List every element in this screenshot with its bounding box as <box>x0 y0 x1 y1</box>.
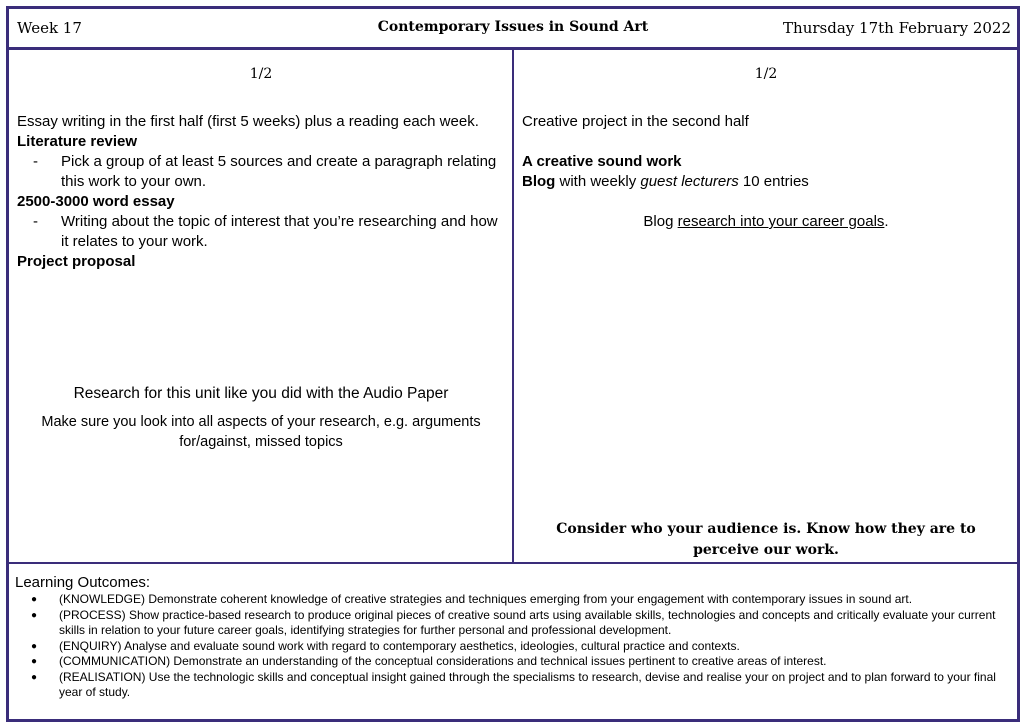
section-divider <box>9 562 1017 564</box>
outcome-knowledge <box>15 592 1011 608</box>
proposal-heading: Project proposal <box>17 253 136 270</box>
bullet-marker: ● <box>31 609 38 621</box>
blog-research-suffix: . <box>884 213 889 230</box>
blog-label: Blog <box>522 173 556 190</box>
outcome-realisation <box>15 670 1011 701</box>
right-content <box>522 112 1010 192</box>
blog-research-prefix: Blog <box>643 213 678 230</box>
outcome-process <box>15 608 1011 639</box>
slide-frame <box>6 6 1020 722</box>
blog-mid: with weekly <box>555 173 641 190</box>
bullet-marker: ● <box>31 640 38 652</box>
right-panel <box>522 50 1010 562</box>
bullet-marker: ● <box>31 594 38 605</box>
research-line: Research for this unit like you did with the Audio Paper <box>73 385 449 402</box>
audience-note: Consider who your audience is. Know how they are to perceive our work. <box>556 521 976 558</box>
outcome-enquiry <box>15 639 1011 655</box>
essay-heading: 2500-3000 word essay <box>17 193 175 210</box>
blog-research-line <box>522 212 1010 232</box>
left-pager: 1/2 <box>249 66 273 82</box>
right-pager: 1/2 <box>754 66 778 82</box>
week-label: Week 17 <box>17 19 82 37</box>
outcome-text: (ENQUIRY) Analyse and evaluate sound work with regard to contemporary aesthetics, ideologies, cultural practice and contexts. <box>59 638 740 653</box>
outcomes-heading: Learning Outcomes: <box>15 574 151 591</box>
bullet-marker: ● <box>31 656 38 667</box>
learning-outcomes <box>15 574 1011 701</box>
dash-marker: - <box>33 213 38 230</box>
blog-line <box>522 172 1010 192</box>
spacer <box>522 132 1010 152</box>
career-goals-link[interactable]: research into your career goals <box>677 213 885 230</box>
course-title: Contemporary Issues in Sound Art <box>377 19 649 35</box>
left-content <box>17 112 505 272</box>
left-intro: Essay writing in the first half (first 5 weeks) plus a reading each week. <box>17 113 479 130</box>
outcome-text: (REALISATION) Use the technologic skills and conceptual insight gained through the specialisms to research, devise and realise your on project and to plan forward to your final year of study. <box>59 669 996 699</box>
outcome-text: (KNOWLEDGE) Demonstrate coherent knowledge of creative strategies and techniques emerging from your engagement with contemporary issues in sound art. <box>59 592 913 606</box>
guest-lecturers: guest lecturers <box>640 173 739 190</box>
left-panel <box>17 50 505 562</box>
outcome-text: (COMMUNICATION) Demonstrate an understanding of the conceptual considerations and technical issues pertinent to creative areas of interest. <box>59 654 827 668</box>
outcomes-list <box>15 592 1011 701</box>
bullet-marker: ● <box>31 671 38 683</box>
creative-heading: A creative sound work <box>522 153 682 170</box>
dash-marker: - <box>33 153 38 170</box>
lit-review-text: Pick a group of at least 5 sources and create a paragraph relating this work to your own. <box>61 153 497 190</box>
research-note: Make sure you look into all aspects of your research, e.g. arguments for/against, missed topics <box>41 414 481 450</box>
lit-review-item <box>17 152 505 192</box>
right-intro: Creative project in the second half <box>522 113 749 130</box>
outcome-communication <box>15 654 1011 670</box>
essay-text: Writing about the topic of interest that you’re researching and how it relates to your work. <box>61 213 498 250</box>
slide-header <box>9 9 1017 50</box>
outcome-text: (PROCESS) Show practice-based research to produce original pieces of creative sound arts using available skills, technologies and concepts and critically evaluate your current skills in relation to your future career goals, identifying strategies for further personal and professional development. <box>59 607 996 637</box>
column-divider <box>512 50 514 562</box>
lit-review-heading: Literature review <box>17 133 138 150</box>
essay-item <box>17 212 505 252</box>
blog-end: 10 entries <box>738 173 809 190</box>
date-label: Thursday 17th February 2022 <box>783 19 1011 37</box>
